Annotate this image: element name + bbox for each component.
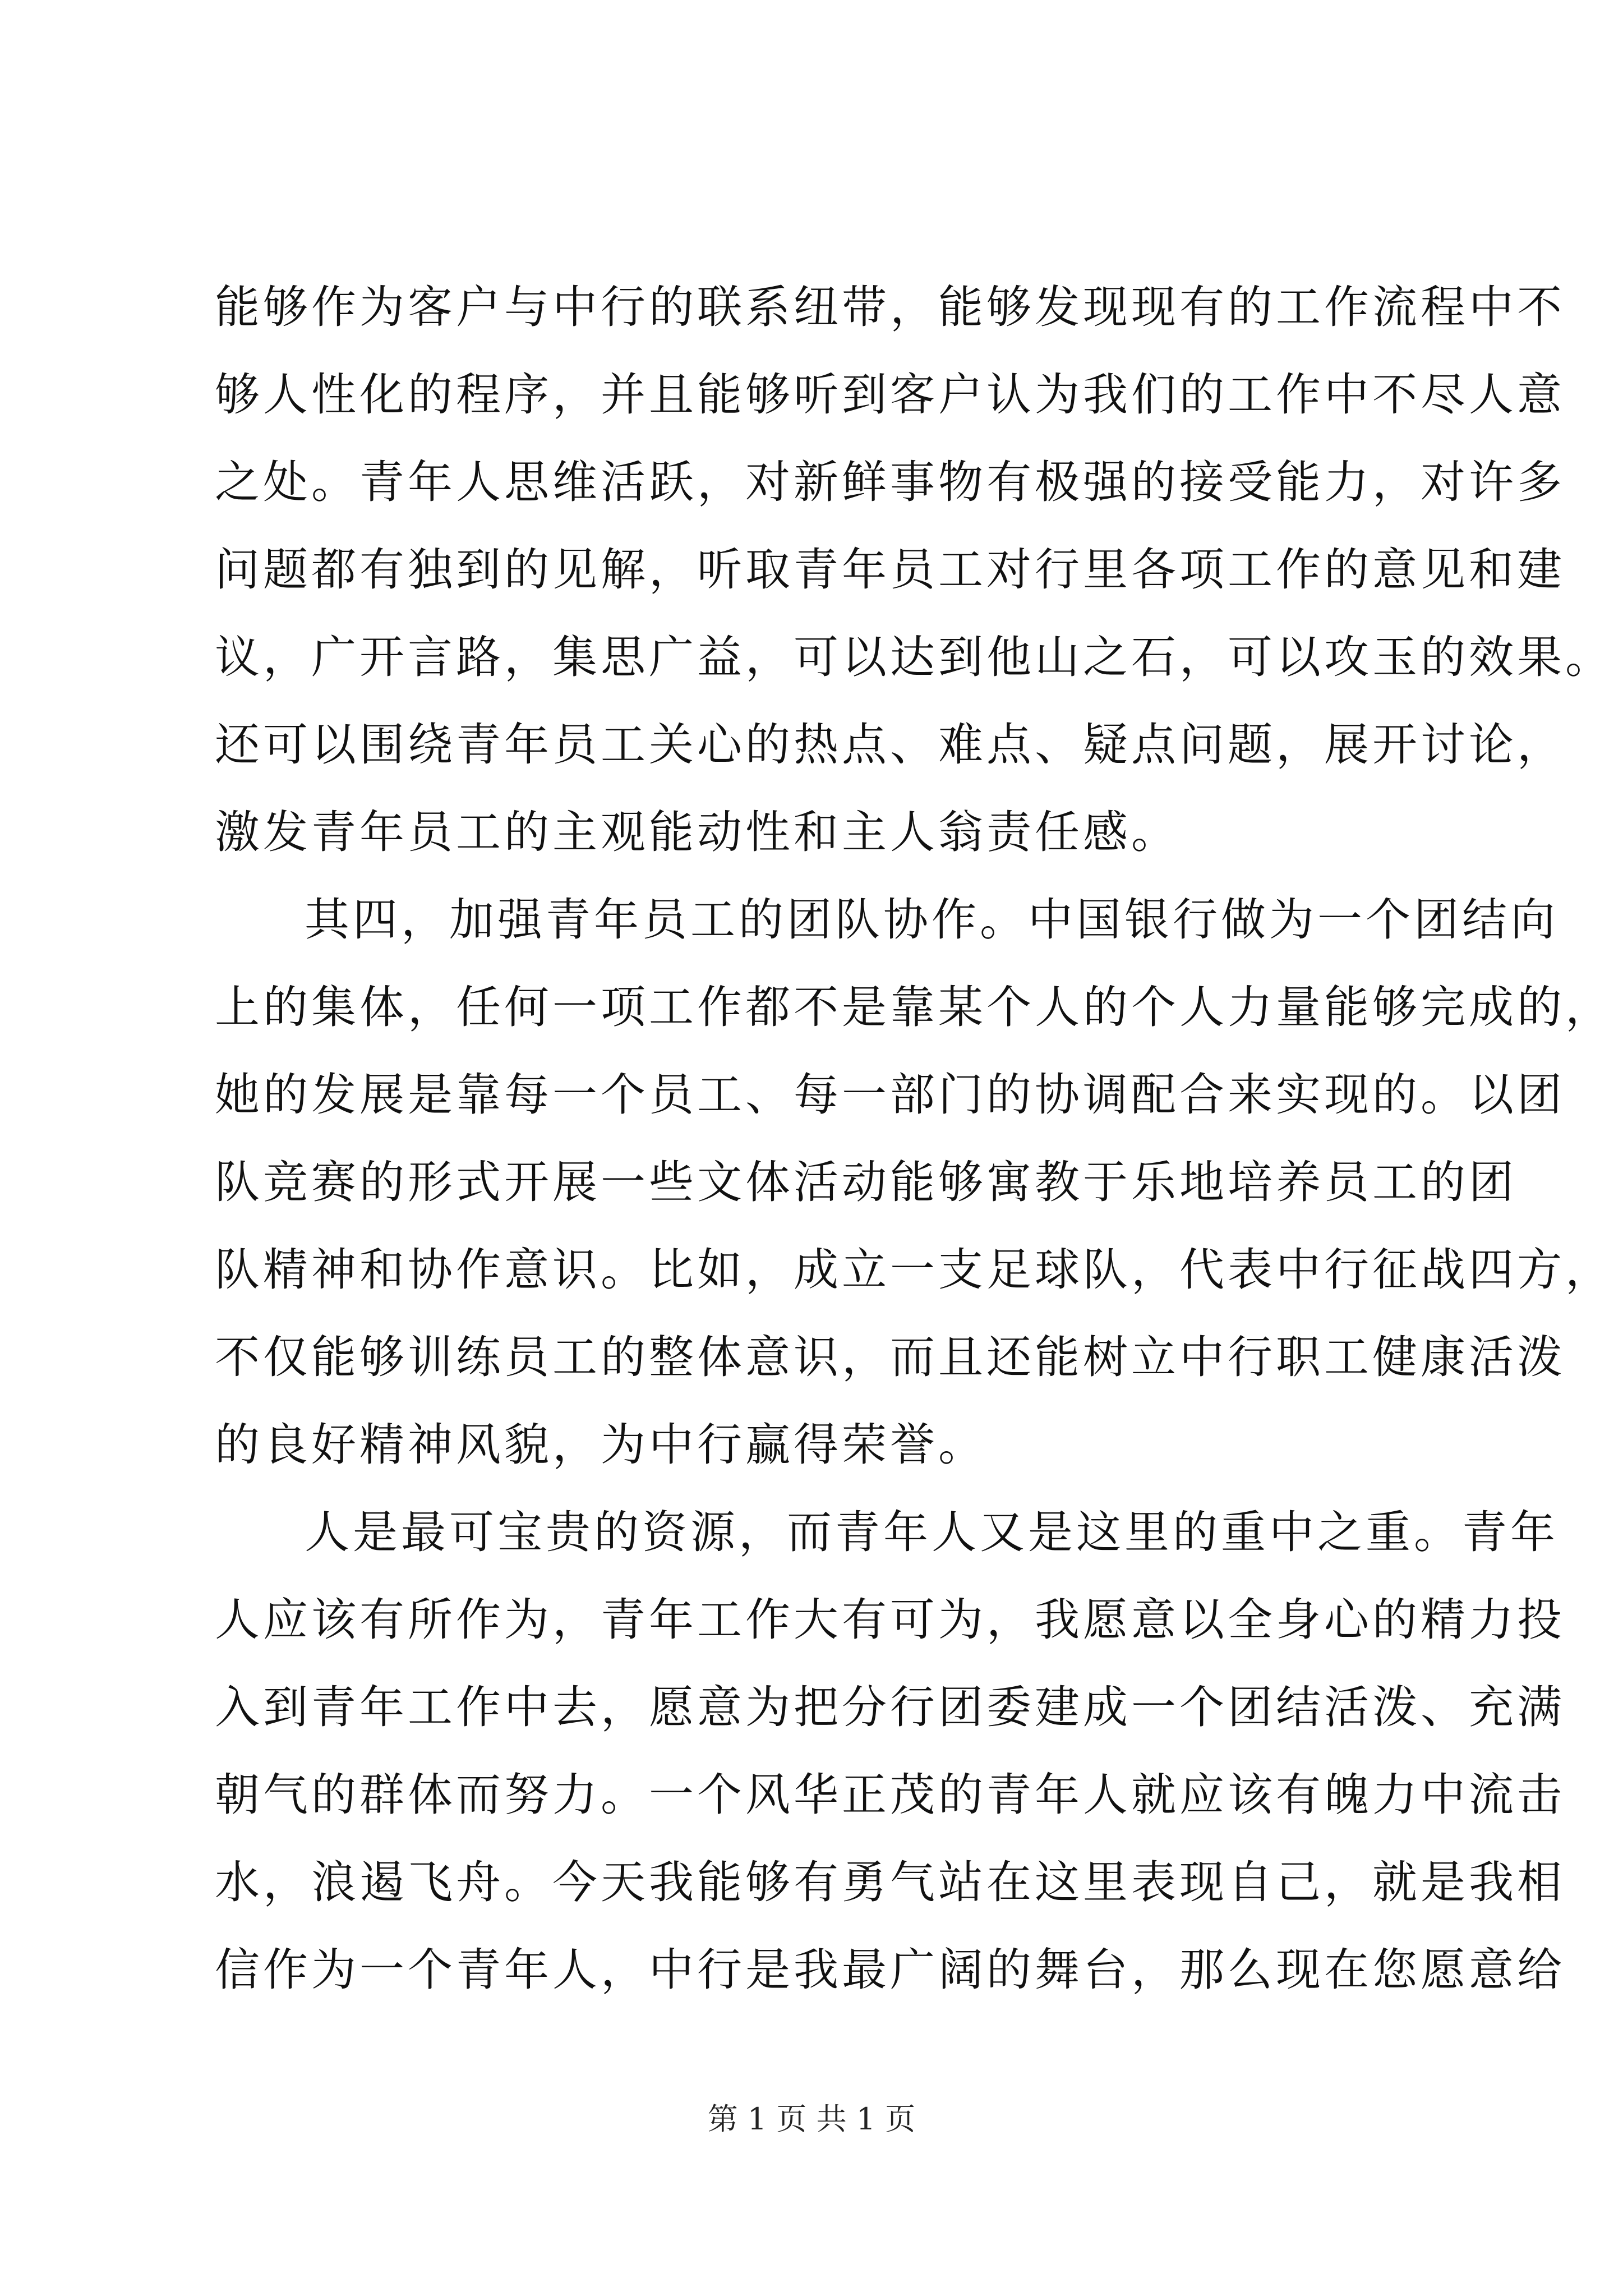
text-line: 信作为一个青年人，中行是我最广阔的舞台，那么现在您愿意给 xyxy=(215,1944,1565,1996)
text-line: 的良好精神风貌，为中行赢得荣誉。 xyxy=(215,1419,986,1471)
text-line: 够人性化的程序，并且能够听到客户认为我们的工作中不尽人意 xyxy=(215,369,1565,421)
document-body xyxy=(215,264,1613,2014)
text-line: 队竞赛的形式开展一些文体活动能够寓教于乐地培养员工的团 xyxy=(215,1156,1517,1208)
text-line: 入到青年工作中去，愿意为把分行团委建成一个团结活泼、充满 xyxy=(215,1681,1565,1733)
text-line: 还可以围绕青年员工关心的热点、难点、疑点问题，展开讨论， xyxy=(215,719,1565,771)
text-line: 水，浪遏飞舟。今天我能够有勇气站在这里表现自己，就是我相 xyxy=(215,1856,1565,1908)
text-line: 之处。青年人思维活跃，对新鲜事物有极强的接受能力，对许多 xyxy=(215,456,1565,508)
text-line: 激发青年员工的主观能动性和主人翁责任感。 xyxy=(215,806,1179,858)
page-number-label: 第 1 页 共 1 页 xyxy=(707,2101,916,2137)
paragraph-1 xyxy=(215,264,1613,876)
page-footer xyxy=(0,2097,1623,2142)
text-line: 她的发展是靠每一个员工、每一部门的协调配合来实现的。以团 xyxy=(215,1069,1565,1121)
text-line: 队精神和协作意识。比如，成立一支足球队，代表中行征战四方， xyxy=(215,1244,1613,1296)
paragraph-2 xyxy=(215,876,1613,1489)
text-line: 其四，加强青年员工的团队协作。中国银行做为一个团结向 xyxy=(305,894,1559,946)
text-line: 问题都有独到的见解，听取青年员工对行里各项工作的意见和建 xyxy=(215,544,1565,596)
text-line: 上的集体，任何一项工作都不是靠某个人的个人力量能够完成的， xyxy=(215,981,1613,1033)
paragraph-3 xyxy=(215,1489,1565,2014)
text-line: 人应该有所作为，青年工作大有可为，我愿意以全身心的精力投 xyxy=(215,1594,1565,1646)
text-line: 议，广开言路，集思广益，可以达到他山之石，可以攻玉的效果。 xyxy=(215,631,1613,683)
text-line: 能够作为客户与中行的联系纽带，能够发现现有的工作流程中不 xyxy=(215,281,1565,333)
text-line: 不仅能够训练员工的整体意识，而且还能树立中行职工健康活泼 xyxy=(215,1331,1565,1383)
text-line: 朝气的群体而努力。一个风华正茂的青年人就应该有魄力中流击 xyxy=(215,1769,1565,1821)
text-line: 人是最可宝贵的资源，而青年人又是这里的重中之重。青年 xyxy=(305,1506,1559,1558)
